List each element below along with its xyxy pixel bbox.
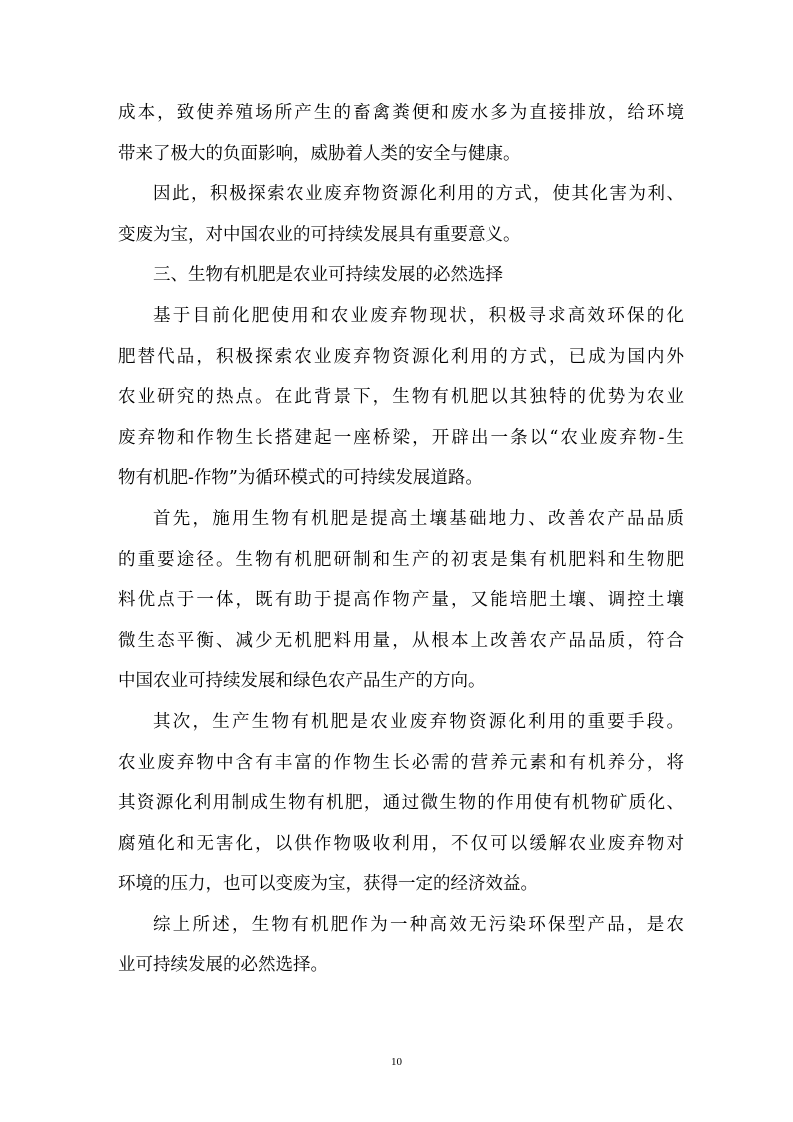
text-line: 综上所述，生物有机肥作为一种高效无污染环保型产品，是农 xyxy=(153,914,684,935)
text-line: 其资源化利用制成生物有机肥，通过微生物的作用使有机物矿质化、 xyxy=(118,793,684,814)
section-heading xyxy=(118,255,684,296)
text-line: 微生态平衡、减少无机肥料用量，从根本上改善农产品品质，符合 xyxy=(118,630,684,651)
text-line: 基于目前化肥使用和农业废弃物现状，积极寻求高效环保的化 xyxy=(153,305,684,326)
paragraph xyxy=(118,499,684,702)
text-line: 变废为宝，对中国农业的可持续发展具有重要意义。 xyxy=(118,224,521,245)
paragraph xyxy=(118,702,684,905)
text-line: 的重要途径。生物有机肥研制和生产的初衷是集有机肥料和生物肥 xyxy=(118,549,684,570)
paragraph xyxy=(118,174,684,255)
page-number: 10 xyxy=(391,1056,402,1068)
text-line: 其次，生产生物有机肥是农业废弃物资源化利用的重要手段。 xyxy=(153,711,684,732)
paragraph xyxy=(118,296,684,499)
text-line: 物有机肥-作物”为循环模式的可持续发展道路。 xyxy=(118,468,483,489)
paragraph xyxy=(118,905,684,986)
text-line: 肥替代品，积极探索农业废弃物资源化利用的方式，已成为国内外 xyxy=(118,346,684,367)
paragraph xyxy=(118,93,684,174)
text-line: 业可持续发展的必然选择。 xyxy=(118,955,328,976)
text-line: 三、生物有机肥是农业可持续发展的必然选择 xyxy=(153,265,503,286)
text-line: 腐殖化和无害化，以供作物吸收利用，不仅可以缓解农业废弃物对 xyxy=(118,833,684,854)
text-line: 废弃物和作物生长搭建起一座桥梁，开辟出一条以“农业废弃物-生 xyxy=(118,427,684,448)
text-line: 农业废弃物中含有丰富的作物生长必需的营养元素和有机养分，将 xyxy=(118,752,684,773)
text-line: 带来了极大的负面影响，威胁着人类的安全与健康。 xyxy=(118,143,521,164)
text-line: 首先，施用生物有机肥是提高土壤基础地力、改善农产品品质 xyxy=(153,508,684,529)
text-line: 环境的压力，也可以变废为宝，获得一定的经济效益。 xyxy=(118,874,538,895)
text-line: 因此，积极探索农业废弃物资源化利用的方式，使其化害为利、 xyxy=(153,184,684,205)
document-body xyxy=(118,93,684,986)
text-line: 中国农业可持续发展和绿色农产品生产的方向。 xyxy=(118,671,486,692)
text-line: 料优点于一体，既有助于提高作物产量，又能培肥土壤、调控土壤 xyxy=(118,590,684,611)
text-line: 成本，致使养殖场所产生的畜禽粪便和废水多为直接排放，给环境 xyxy=(118,103,684,123)
text-line: 农业研究的热点。在此背景下，生物有机肥以其独特的优势为农业 xyxy=(118,387,684,408)
